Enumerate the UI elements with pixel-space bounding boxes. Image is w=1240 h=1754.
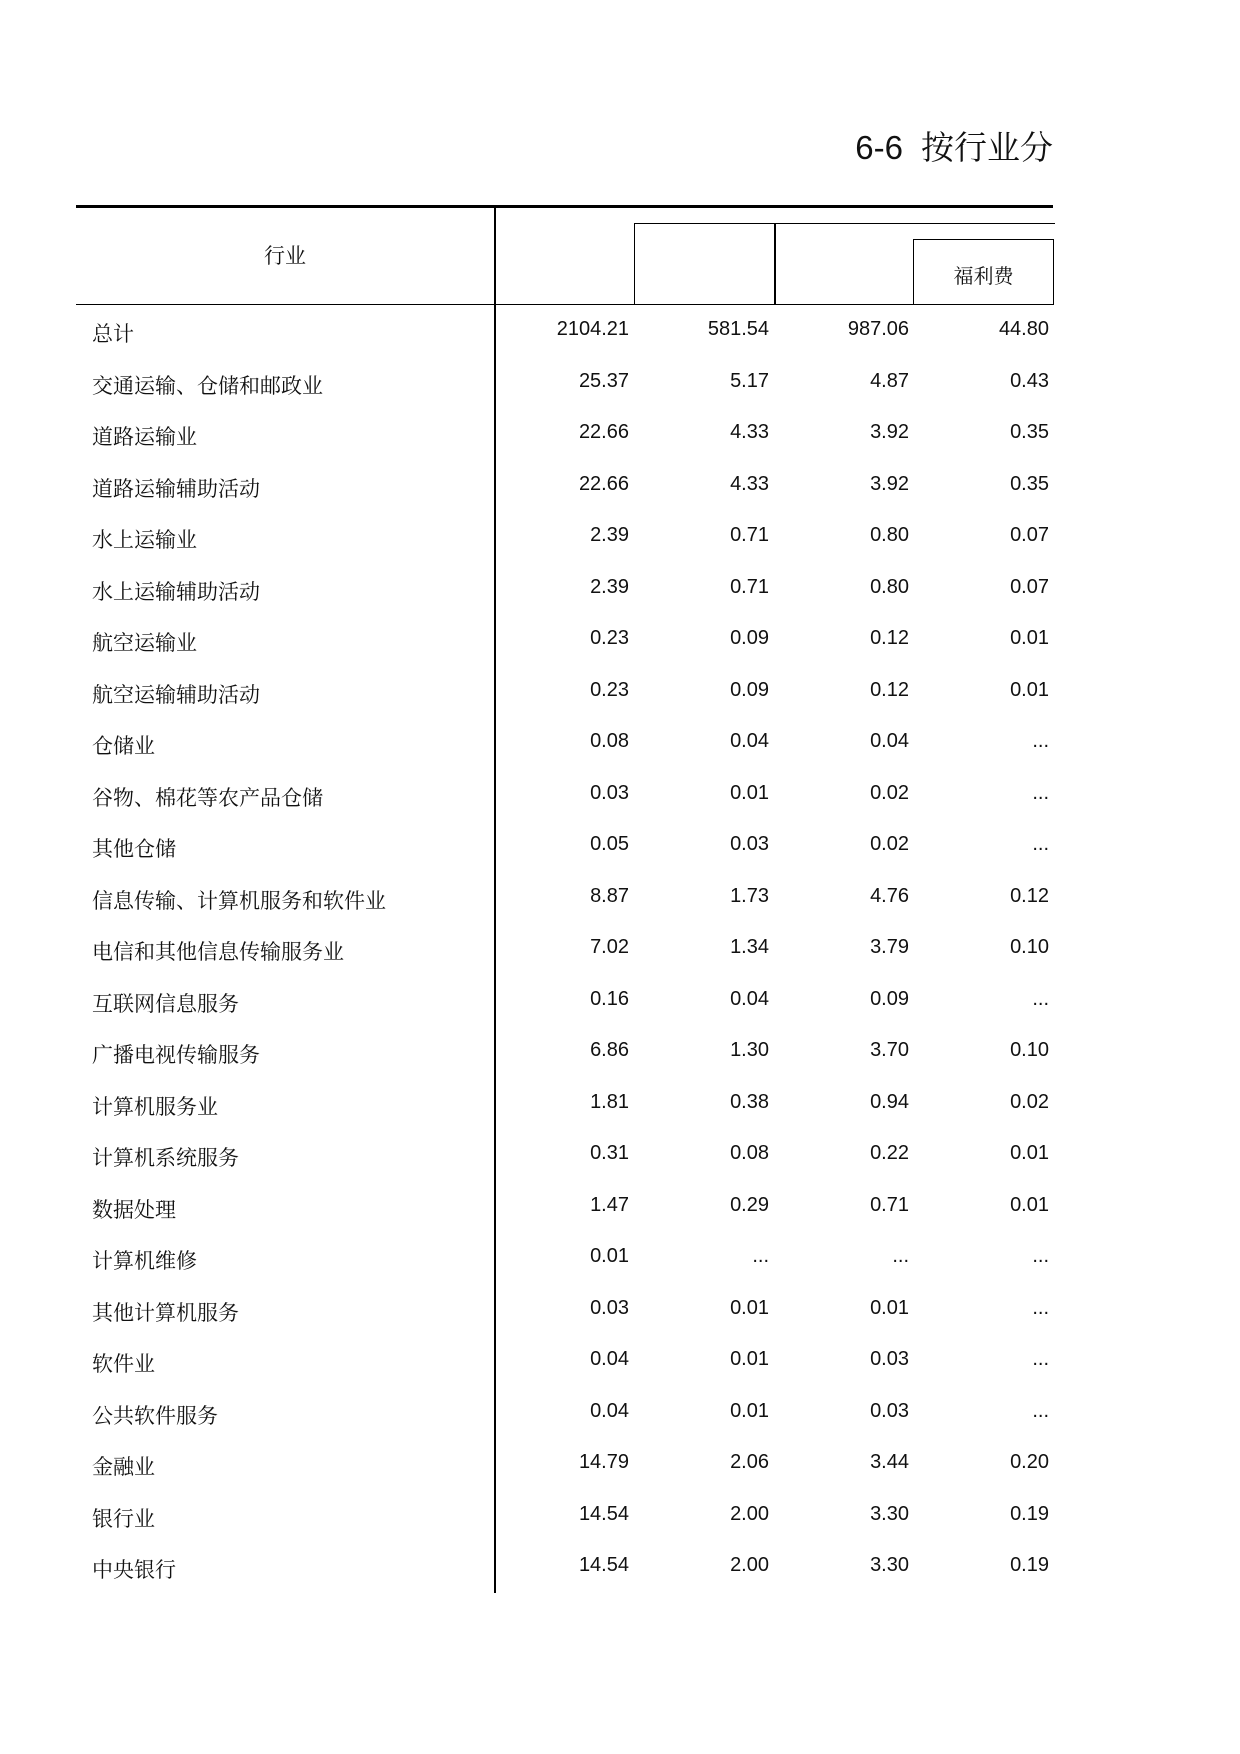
row-value-col-2: 1.30 [730, 1039, 769, 1061]
row-industry-name: 其他计算机服务 [92, 1301, 239, 1325]
row-value-col-2: 1.34 [730, 936, 769, 958]
row-value-col-1: 14.54 [578, 1502, 629, 1525]
row-industry-name: 银行业 [92, 1507, 155, 1531]
table-row [0, 312, 1240, 364]
row-value-col-3: 0.02 [870, 833, 909, 855]
row-value-col-3: 0.12 [870, 678, 909, 701]
row-value-col-1: 0.04 [590, 1399, 629, 1422]
row-value-col-4: 0.07 [1010, 524, 1049, 546]
row-value-col-4: 0.35 [1010, 472, 1049, 495]
row-value-col-4: ... [1032, 1296, 1049, 1319]
row-value-col-1: 1.47 [590, 1193, 629, 1216]
row-value-col-2: 0.01 [730, 1296, 769, 1319]
header-welfare: 福利费 [953, 266, 1014, 288]
row-value-col-2: 0.04 [730, 730, 769, 752]
row-industry-name: 总计 [92, 323, 134, 346]
table-row [0, 1239, 1240, 1291]
table-row [0, 827, 1240, 879]
row-industry-name: 计算机维修 [92, 1250, 197, 1273]
table-title-text: 按行业分 [921, 129, 1053, 166]
row-value-col-1: 22.66 [578, 472, 629, 495]
row-value-col-2: 4.33 [730, 421, 769, 443]
row-value-col-2: 0.09 [730, 627, 769, 649]
table-row [0, 1342, 1240, 1394]
row-value-col-4: 0.07 [1010, 575, 1049, 598]
row-value-col-4: ... [1032, 1245, 1049, 1267]
row-value-col-2: 0.01 [730, 781, 769, 804]
row-value-col-3: 0.03 [870, 1348, 909, 1370]
row-value-col-2: ... [752, 1245, 769, 1267]
row-value-col-4: ... [1032, 1348, 1049, 1370]
table-row [0, 879, 1240, 931]
table-row [0, 673, 1240, 725]
row-value-col-2: 2.06 [730, 1451, 769, 1473]
table-row [0, 982, 1240, 1034]
table-row [0, 467, 1240, 519]
row-value-col-4: ... [1032, 833, 1049, 855]
row-industry-name: 数据处理 [92, 1198, 176, 1222]
row-industry-name: 计算机服务业 [92, 1095, 218, 1119]
row-industry-name: 道路运输辅助活动 [92, 477, 260, 501]
row-value-col-4: 0.19 [1010, 1554, 1049, 1576]
row-value-col-1: 0.23 [590, 678, 629, 701]
table-row [0, 1497, 1240, 1549]
row-value-col-1: 2.39 [590, 524, 629, 546]
row-value-col-1: 8.87 [590, 884, 629, 907]
row-value-col-2: 0.29 [730, 1193, 769, 1216]
row-value-col-1: 0.08 [590, 730, 629, 752]
table-row [0, 1188, 1240, 1240]
row-industry-name: 电信和其他信息传输服务业 [92, 941, 344, 964]
row-value-col-1: 0.16 [590, 987, 629, 1010]
row-value-col-3: 4.76 [870, 884, 909, 907]
row-value-col-2: 581.54 [707, 318, 769, 340]
row-value-col-1: 0.03 [590, 781, 629, 804]
row-industry-name: 水上运输业 [92, 529, 197, 552]
row-value-col-4: 0.19 [1010, 1502, 1049, 1525]
row-value-col-4: 0.01 [1010, 1193, 1049, 1216]
row-value-col-1: 0.04 [590, 1348, 629, 1370]
row-industry-name: 道路运输业 [92, 426, 197, 449]
row-value-col-3: 3.30 [870, 1554, 909, 1576]
row-value-col-2: 2.00 [730, 1502, 769, 1525]
row-value-col-3: 0.04 [870, 730, 909, 752]
row-value-col-2: 4.33 [730, 472, 769, 495]
row-industry-name: 金融业 [92, 1456, 155, 1479]
table-row [0, 1136, 1240, 1188]
row-industry-name: 中央银行 [92, 1559, 176, 1582]
table-row [0, 518, 1240, 570]
header-industry: 行业 [264, 245, 306, 268]
row-value-col-3: ... [892, 1245, 909, 1267]
table-row [0, 1394, 1240, 1446]
row-value-col-4: 0.35 [1010, 421, 1049, 443]
row-value-col-3: 0.22 [870, 1142, 909, 1164]
row-value-col-4: 0.12 [1010, 884, 1049, 907]
row-value-col-3: 0.01 [870, 1296, 909, 1319]
table-row [0, 1291, 1240, 1343]
table-row [0, 1445, 1240, 1497]
row-value-col-4: ... [1032, 781, 1049, 804]
row-value-col-4: 0.01 [1010, 627, 1049, 649]
row-industry-name: 航空运输辅助活动 [92, 683, 260, 707]
row-value-col-3: 3.79 [870, 936, 909, 958]
row-value-col-3: 0.02 [870, 781, 909, 804]
row-value-col-2: 1.73 [730, 884, 769, 907]
row-value-col-2: 0.04 [730, 987, 769, 1010]
row-value-col-1: 7.02 [590, 936, 629, 958]
row-value-col-3: 3.30 [870, 1502, 909, 1525]
table-row [0, 415, 1240, 467]
row-value-col-3: 4.87 [870, 369, 909, 392]
row-value-col-3: 0.80 [870, 524, 909, 546]
row-value-col-1: 14.79 [578, 1451, 629, 1473]
header-welfare-box [913, 239, 1054, 305]
row-value-col-2: 2.00 [730, 1554, 769, 1576]
row-value-col-4: 0.02 [1010, 1090, 1049, 1113]
row-value-col-4: 0.01 [1010, 1142, 1049, 1164]
header-col-2-box [634, 223, 774, 305]
row-value-col-1: 6.86 [590, 1039, 629, 1061]
row-value-col-2: 5.17 [730, 369, 769, 392]
table-row [0, 930, 1240, 982]
row-industry-name: 水上运输辅助活动 [92, 580, 260, 604]
row-value-col-2: 0.01 [730, 1399, 769, 1422]
row-industry-name: 仓储业 [92, 735, 155, 758]
row-value-col-3: 3.70 [870, 1039, 909, 1061]
row-value-col-3: 0.71 [870, 1193, 909, 1216]
row-value-col-2: 0.03 [730, 833, 769, 855]
row-industry-name: 其他仓储 [92, 838, 176, 861]
row-value-col-4: 44.80 [998, 318, 1049, 340]
row-industry-name: 交通运输、仓储和邮政业 [92, 374, 323, 398]
table-row [0, 724, 1240, 776]
table-body [0, 312, 1240, 1600]
row-industry-name: 航空运输业 [92, 632, 197, 655]
row-value-col-4: ... [1032, 730, 1049, 752]
table-row [0, 1085, 1240, 1137]
table-row [0, 621, 1240, 673]
row-value-col-4: 0.43 [1010, 369, 1049, 392]
row-value-col-1: 0.31 [590, 1142, 629, 1164]
table-row [0, 776, 1240, 828]
row-value-col-4: ... [1032, 1399, 1049, 1422]
row-value-col-4: ... [1032, 987, 1049, 1010]
row-value-col-4: 0.01 [1010, 678, 1049, 701]
row-industry-name: 信息传输、计算机服务和软件业 [92, 889, 386, 913]
row-value-col-1: 0.01 [590, 1245, 629, 1267]
row-value-col-2: 0.38 [730, 1090, 769, 1113]
row-value-col-1: 22.66 [578, 421, 629, 443]
row-value-col-3: 0.03 [870, 1399, 909, 1422]
row-value-col-3: 0.12 [870, 627, 909, 649]
row-value-col-2: 0.09 [730, 678, 769, 701]
row-value-col-2: 0.01 [730, 1348, 769, 1370]
row-value-col-1: 2104.21 [556, 318, 629, 340]
row-value-col-1: 0.03 [590, 1296, 629, 1319]
row-industry-name: 计算机系统服务 [92, 1147, 239, 1170]
table-title [855, 128, 1053, 168]
row-industry-name: 公共软件服务 [92, 1404, 218, 1428]
row-value-col-4: 0.10 [1010, 1039, 1049, 1061]
row-value-col-3: 987.06 [847, 318, 909, 340]
row-value-col-1: 2.39 [590, 575, 629, 598]
table-number: 6-6 [855, 129, 903, 166]
row-value-col-3: 0.94 [870, 1090, 909, 1113]
row-value-col-1: 1.81 [590, 1090, 629, 1113]
table-row [0, 1548, 1240, 1600]
top-rule [76, 205, 1053, 208]
row-value-col-3: 3.92 [870, 472, 909, 495]
row-value-col-1: 0.23 [590, 627, 629, 649]
row-value-col-4: 0.10 [1010, 936, 1049, 958]
table-row [0, 364, 1240, 416]
row-value-col-4: 0.20 [1010, 1451, 1049, 1473]
row-value-col-3: 0.80 [870, 575, 909, 598]
table-row [0, 1033, 1240, 1085]
row-value-col-1: 14.54 [578, 1554, 629, 1576]
row-value-col-2: 0.71 [730, 524, 769, 546]
row-value-col-3: 0.09 [870, 987, 909, 1010]
row-industry-name: 软件业 [92, 1353, 155, 1376]
row-value-col-2: 0.71 [730, 575, 769, 598]
row-industry-name: 互联网信息服务 [92, 992, 239, 1016]
row-value-col-3: 3.44 [870, 1451, 909, 1473]
row-value-col-1: 25.37 [578, 369, 629, 392]
table-row [0, 570, 1240, 622]
row-value-col-1: 0.05 [590, 833, 629, 855]
row-value-col-2: 0.08 [730, 1142, 769, 1164]
row-industry-name: 广播电视传输服务 [92, 1044, 260, 1067]
row-industry-name: 谷物、棉花等农产品仓储 [92, 786, 323, 810]
row-value-col-3: 3.92 [870, 421, 909, 443]
